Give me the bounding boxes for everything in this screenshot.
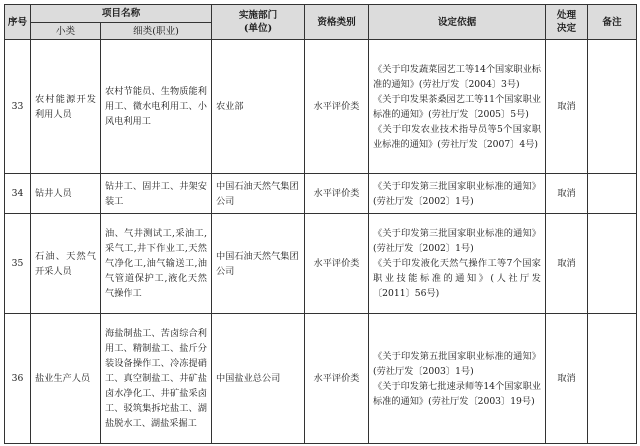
row-detail-category: 农村节能员、生物质能利用工、微水电利用工、小风电利用工 <box>101 40 212 174</box>
header-decision-line2: 决定 <box>556 23 577 34</box>
row-decision: 取消 <box>546 174 588 214</box>
header-basis: 设定依据 <box>369 5 546 40</box>
row-sub-category: 石油、天然气开采人员 <box>31 214 101 314</box>
row-remark <box>588 314 637 444</box>
header-decision-line1: 处理 <box>556 10 577 21</box>
basis-item: 《关于印发第五批国家职业标准的通知》(劳社厅发〔2003〕1号) <box>373 350 541 377</box>
header-remark: 备注 <box>588 5 637 40</box>
row-qualification: 水平评价类 <box>305 214 369 314</box>
row-dept: 中国石油天然气集团公司 <box>212 214 305 314</box>
row-dept: 农业部 <box>212 40 305 174</box>
row-decision: 取消 <box>546 314 588 444</box>
row-dept: 中国盐业总公司 <box>212 314 305 444</box>
row-remark <box>588 214 637 314</box>
row-decision: 取消 <box>546 40 588 174</box>
header-detail-category: 细类(职业) <box>101 23 212 40</box>
table-row <box>5 174 637 214</box>
row-detail-category: 海盐制盐工、苦卤综合利用工、精制盐工、盐斤分装设备操作工、冷冻提硝工、真空制盐工、井矿盐卤水净化工、井矿盐采卤工、驳筑集拆坨盐工、湖盐脱水工、湖盐采掘工 <box>101 314 212 444</box>
header-project-name: 项目名称 <box>31 5 212 23</box>
row-basis <box>369 174 546 214</box>
row-detail-category: 油、气井测试工,采油工,采气工,井下作业工,天然气净化工,油气输送工,油气管道保护工,液化天然气操作工 <box>101 214 212 314</box>
row-sub-category: 农村能源开发利用人员 <box>31 40 101 174</box>
basis-item: 《关于印发第三批国家职业标准的通知》(劳社厅发〔2002〕1号) <box>373 180 541 207</box>
document-table-container <box>4 4 636 444</box>
row-sub-category: 盐业生产人员 <box>31 314 101 444</box>
header-dept-line1: 实施部门 <box>238 10 278 21</box>
row-seq: 33 <box>5 40 31 174</box>
basis-item: 《关于印发第三批国家职业标准的通知》(劳社厅发〔2002〕1号) <box>373 228 541 254</box>
row-basis <box>369 314 546 444</box>
header-dept <box>212 5 305 40</box>
basis-item: 《关于印发果茶桑园艺工等11个国家职业标准的通知》(劳社厅发〔2005〕5号) <box>373 93 541 120</box>
row-qualification: 水平评价类 <box>305 314 369 444</box>
table-row <box>5 214 637 314</box>
header-qualification: 资格类别 <box>305 5 369 40</box>
header-seq: 序号 <box>5 5 31 40</box>
row-qualification: 水平评价类 <box>305 174 369 214</box>
occupation-qualification-table <box>4 4 637 444</box>
row-decision: 取消 <box>546 214 588 314</box>
row-seq: 34 <box>5 174 31 214</box>
row-remark <box>588 174 637 214</box>
row-remark <box>588 40 637 174</box>
row-seq: 36 <box>5 314 31 444</box>
header-decision <box>546 5 588 40</box>
basis-item: 《关于印发第七批速录师等14个国家职业标准的通知》(劳社厅发〔2003〕19号) <box>373 380 541 407</box>
basis-item: 《关于印发蔬菜园艺工等14个国家职业标准的通知》(劳社厅发〔2004〕3号) <box>373 63 541 90</box>
row-seq: 35 <box>5 214 31 314</box>
header-dept-line2: (单位) <box>243 23 273 34</box>
row-sub-category: 钻井人员 <box>31 174 101 214</box>
header-row-1 <box>5 5 637 23</box>
basis-item: 《关于印发液化天然气操作工等7个国家职业技能标准的通知》(人社厅发〔2011〕56号) <box>373 258 541 299</box>
row-basis <box>369 40 546 174</box>
row-basis <box>369 214 546 314</box>
row-qualification: 水平评价类 <box>305 40 369 174</box>
row-dept: 中国石油天然气集团公司 <box>212 174 305 214</box>
table-row <box>5 40 637 174</box>
basis-item: 《关于印发农业技术指导员等5个国家职业标准的通知》(劳社厅发〔2007〕4号) <box>373 123 541 150</box>
table-row <box>5 314 637 444</box>
header-sub-category: 小类 <box>31 23 101 40</box>
row-detail-category: 钻井工、固井工、井架安装工 <box>101 174 212 214</box>
